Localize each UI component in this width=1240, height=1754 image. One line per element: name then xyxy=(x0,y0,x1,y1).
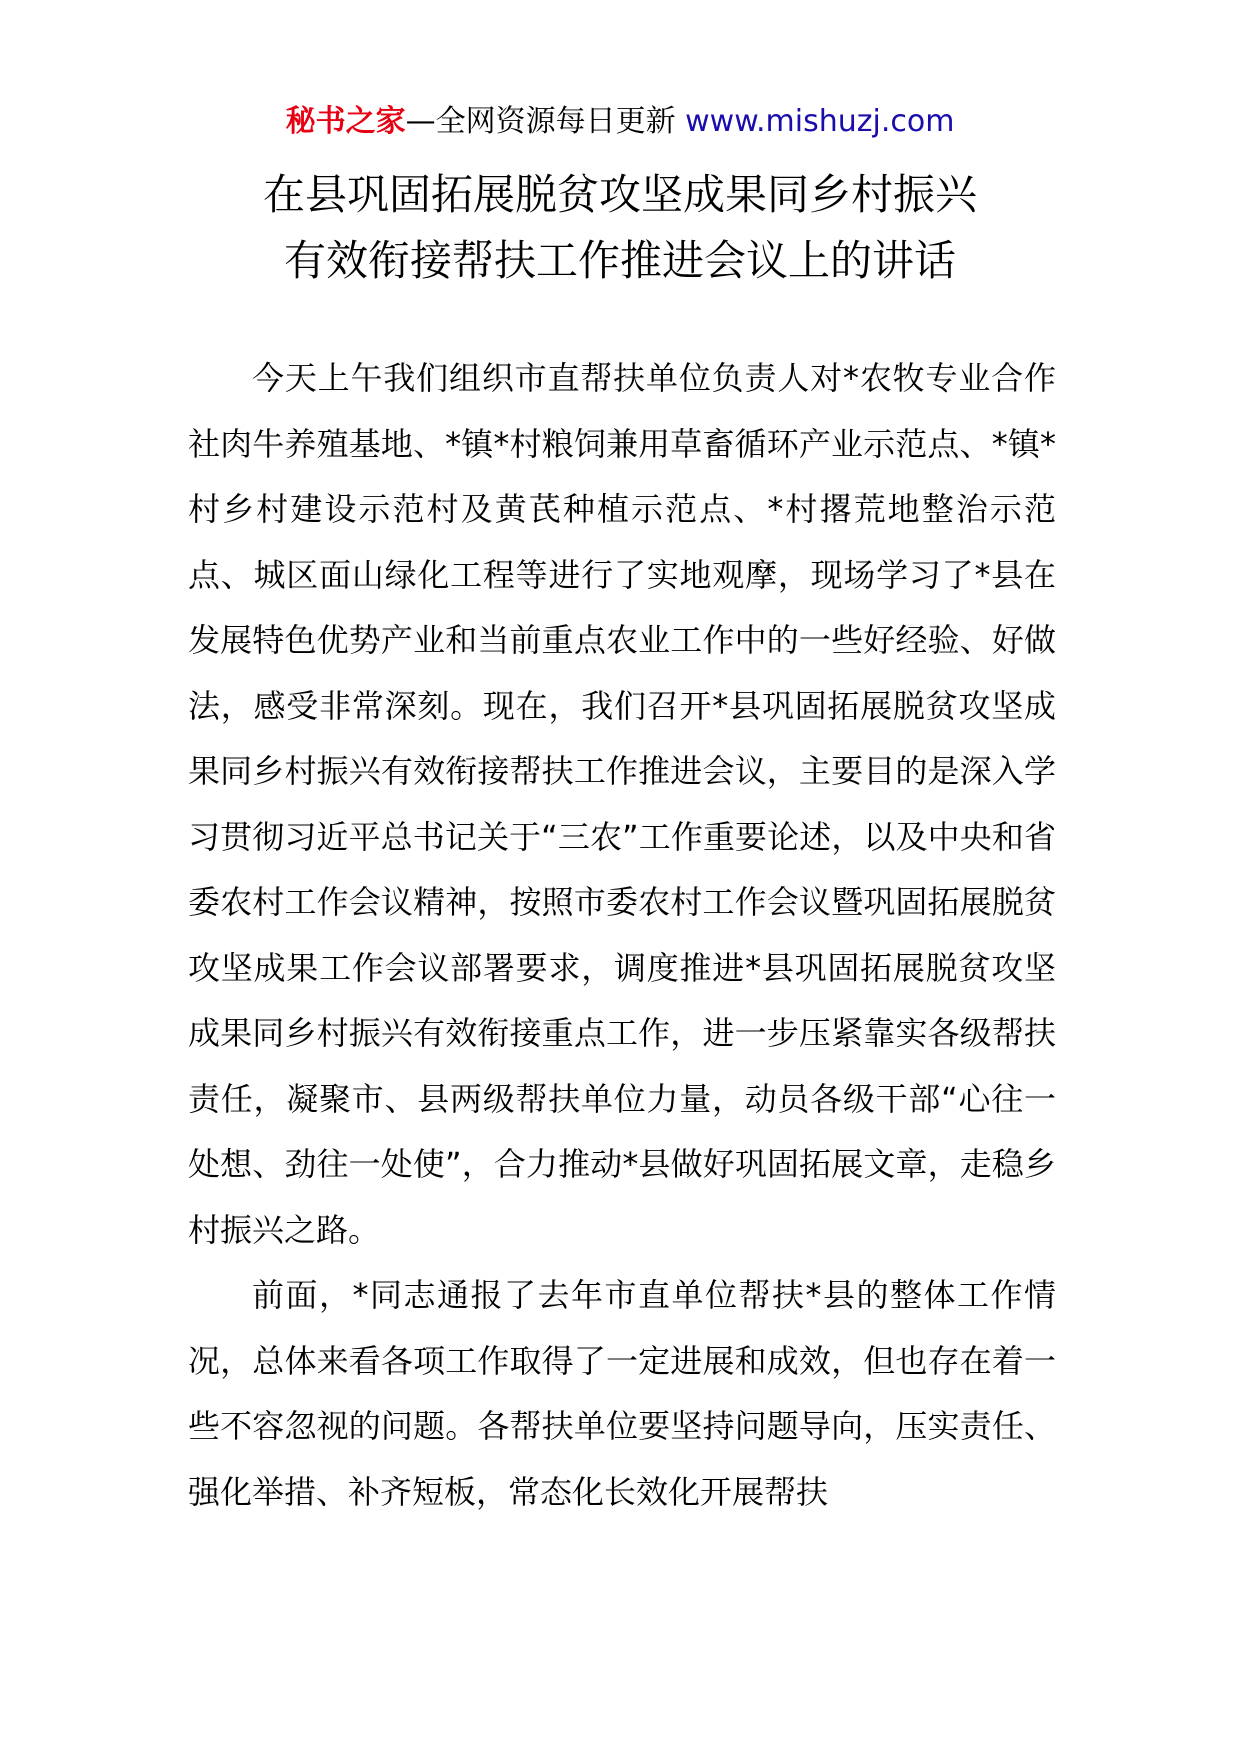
brand-name: 秘书之家 xyxy=(285,104,406,139)
document-title xyxy=(0,162,1240,294)
site-url-link[interactable]: www.mishuzj.com xyxy=(685,104,955,139)
title-line-2: 有效衔接帮扶工作推进会议上的讲话 xyxy=(283,236,956,285)
paragraph: 今天上午我们组织市直帮扶单位负责人对*农牧专业合作社肉牛养殖基地、*镇*村粮饲兼用草畜循环产业示范点、*镇*村乡村建设示范村及黄芪种植示范点、*村撂荒地整治示范点、城区面山绿化工程等进行了实地观摩，现场学习了*县在发展特色优势产业和当前重点农业工作中的一些好经验、好做法，感受非常深刻。现在，我们召开*县巩固拓展脱贫攻坚成果同乡村振兴有效衔接帮扶工作推进会议，主要目的是深入学习贯彻习近平总书记关于“三农”工作重要论述，以及中央和省委农村工作会议精神，按照市委农村工作会议暨巩固拓展脱贫攻坚成果工作会议部署要求，调度推进*县巩固拓展脱贫攻坚成果同乡村振兴有效衔接重点工作，进一步压紧靠实各级帮扶责任，凝聚市、县两级帮扶单位力量，动员各级干部“心往一处想、劲往一处使”，合力推动*县做好巩固拓展文章，走稳乡村振兴之路。 xyxy=(188,359,1056,1249)
document-body xyxy=(188,346,1056,1525)
title-line-1: 在县巩固拓展脱贫攻坚成果同乡村振兴 xyxy=(262,170,977,219)
site-header xyxy=(0,100,1240,144)
site-slogan: —全网资源每日更新 xyxy=(405,104,676,139)
paragraph: 前面，*同志通报了去年市直单位帮扶*县的整体工作情况，总体来看各项工作取得了一定进展和成效，但也存在着一些不容忽视的问题。各帮扶单位要坚持问题导向，压实责任、强化举措、补齐短板，常态化长效化开展帮扶 xyxy=(188,1276,1056,1511)
